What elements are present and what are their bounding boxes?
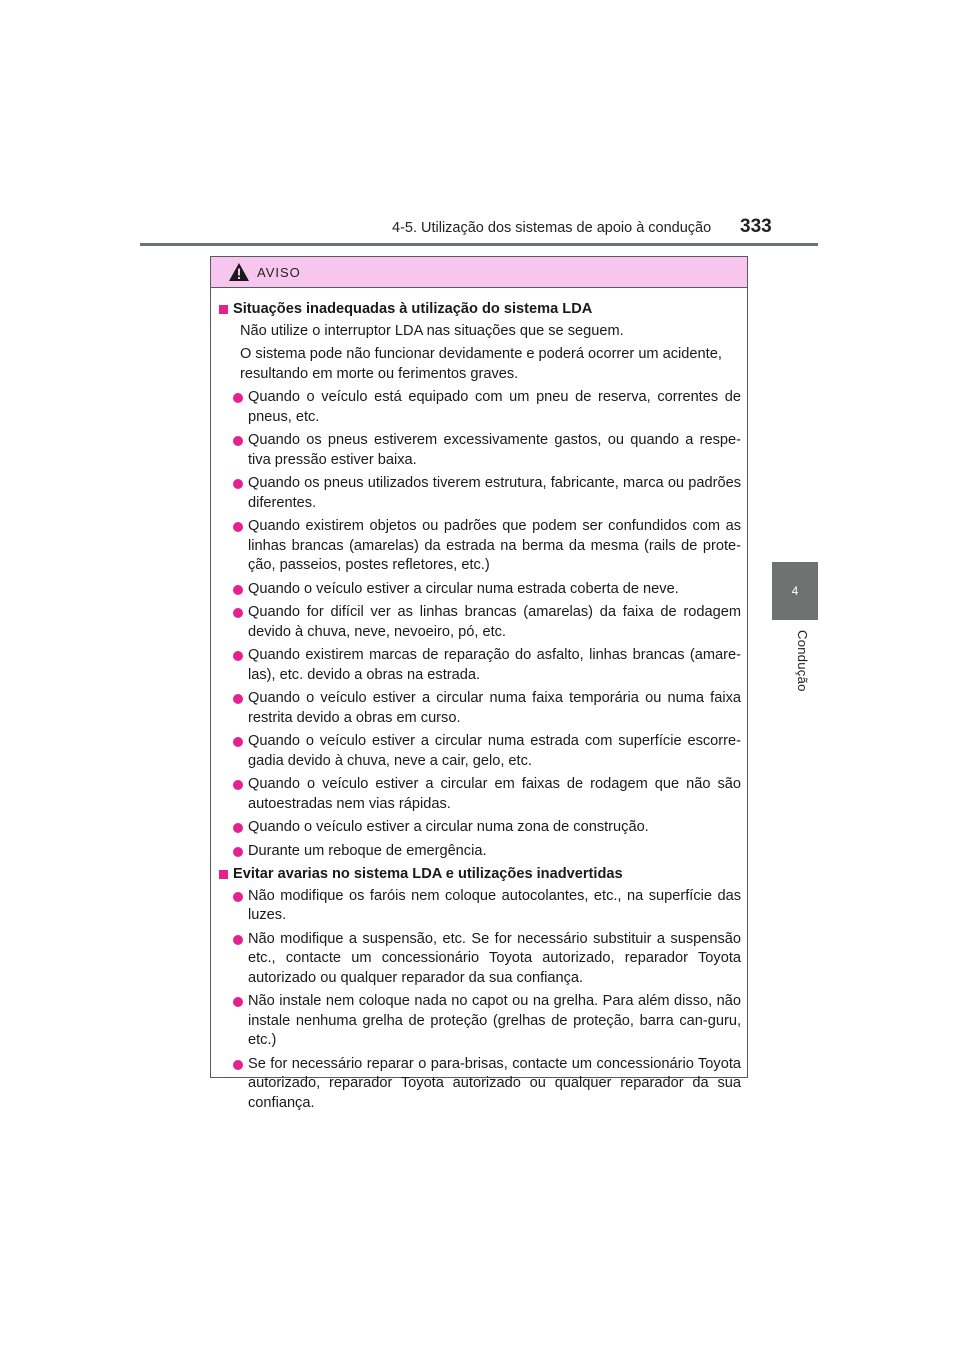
bullet-item — [233, 775, 741, 814]
circle-bullet-icon — [233, 737, 243, 747]
bullet-item — [233, 646, 741, 685]
warning-box — [210, 256, 748, 1111]
circle-bullet-icon — [233, 892, 243, 902]
bullet-text: Durante um reboque de emergência. — [248, 842, 487, 859]
circle-bullet-icon — [233, 780, 243, 790]
bullet-item — [233, 842, 741, 862]
circle-bullet-icon — [233, 847, 243, 857]
chapter-tab-number: 4 — [772, 562, 818, 620]
bullet-text: Quando o veículo estiver a circular numa zona de construção. — [248, 819, 649, 835]
bullet-text: Não modifique a suspensão, etc. Se for necessário substituir a suspensão etc., contacte um concessionário Toyota autorizado, reparador Toyota autorizado ou qualquer reparador da sua confiança. — [248, 930, 741, 986]
circle-bullet-icon — [233, 935, 243, 945]
section-title: 4-5. Utilização dos sistemas de apoio à condução — [392, 220, 712, 236]
circle-bullet-icon — [233, 585, 243, 595]
bullet-text: Quando for difícil ver as linhas brancas (amarelas) da faixa de rodagem devido à chuva, neve, nevoeiro, pó, etc. — [248, 604, 741, 640]
bullet-text: Quando o veículo estiver a circular numa faixa temporária ou numa faixa restrita devido a obras em curso. — [248, 690, 741, 726]
bullet-item — [233, 689, 741, 728]
bullet-text: Quando existirem objetos ou padrões que podem ser confundidos com as linhas brancas (amarelas) da estrada na berma da mesma (rails de prote-ção, passeios, postes refletores, etc.) — [248, 518, 741, 573]
bullet-item — [233, 388, 741, 427]
circle-bullet-icon — [233, 522, 243, 532]
circle-bullet-icon — [233, 436, 243, 446]
bullet-item — [233, 930, 741, 989]
bullet-item — [233, 517, 741, 576]
paragraph: Não utilize o interruptor LDA nas situações que se seguem. — [240, 322, 624, 339]
section-heading — [218, 300, 741, 320]
section-heading-text: Situações inadequadas à utilização do sistema LDA — [233, 301, 593, 317]
circle-bullet-icon — [233, 997, 243, 1007]
bullet-text: Não instale nem coloque nada no capot ou na grelha. Para além disso, não instale nenhuma grelha de proteção (grelhas de proteção, barra can-guru, etc.) — [248, 993, 741, 1048]
circle-bullet-icon — [233, 393, 243, 403]
circle-bullet-icon — [233, 608, 243, 618]
bullet-text: Quando o veículo estiver a circular numa estrada coberta de neve. — [248, 580, 679, 597]
bullet-text: Quando o veículo estiver a circular numa estrada com superfície escorre-gadia devido à chuva, neve a cair, gelo, etc. — [248, 733, 741, 769]
bullet-item — [233, 887, 741, 926]
warning-triangle-icon — [228, 262, 250, 282]
bullet-text: Quando existirem marcas de reparação do asfalto, linhas brancas (amare-las), etc. devido a obras na estrada. — [248, 647, 741, 683]
circle-bullet-icon — [233, 479, 243, 489]
warning-body — [211, 288, 747, 1113]
chapter-tab-label: Condução — [795, 630, 810, 692]
bullet-item — [233, 992, 741, 1051]
warning-header — [211, 257, 747, 288]
bullet-text: Quando o veículo estiver a circular em faixas de rodagem que não são autoestradas nem vias rápidas. — [248, 776, 741, 812]
bullet-item — [233, 603, 741, 642]
bullet-item — [233, 580, 741, 600]
page-number: 333 — [740, 216, 772, 237]
circle-bullet-icon — [233, 823, 243, 833]
bullet-text: Quando os pneus estiverem excessivamente gastos, ou quando a respe-tiva pressão estiver baixa. — [248, 432, 741, 468]
square-bullet-icon — [219, 305, 228, 314]
bullet-text: Se for necessário reparar o para-brisas, contacte um concessionário Toyota autorizado, reparador Toyota autorizado ou qualquer reparador da sua confiança. — [248, 1055, 741, 1111]
circle-bullet-icon — [233, 651, 243, 661]
bullet-item — [233, 1055, 741, 1114]
bullet-item — [233, 732, 741, 771]
section-heading — [218, 865, 741, 885]
bullet-text: Não modifique os faróis nem coloque autocolantes, etc., na superfície das luzes. — [248, 887, 741, 923]
bullet-text: Quando o veículo está equipado com um pneu de reserva, correntes de pneus, etc. — [248, 389, 741, 425]
section-heading-text: Evitar avarias no sistema LDA e utilizações inadvertidas — [233, 866, 623, 882]
bullet-text: Quando os pneus utilizados tiverem estrutura, fabricante, marca ou padrões diferentes. — [248, 475, 741, 511]
paragraph: O sistema pode não funcionar devidamente e poderá ocorrer um acidente, resultando em morte ou ferimentos graves. — [240, 346, 722, 382]
square-bullet-icon — [219, 870, 228, 879]
header-rule — [140, 243, 818, 246]
warning-title: AVISO — [257, 264, 301, 280]
circle-bullet-icon — [233, 1060, 243, 1070]
bullet-item — [233, 474, 741, 513]
bullet-item — [233, 818, 741, 838]
circle-bullet-icon — [233, 694, 243, 704]
bullet-item — [233, 431, 741, 470]
